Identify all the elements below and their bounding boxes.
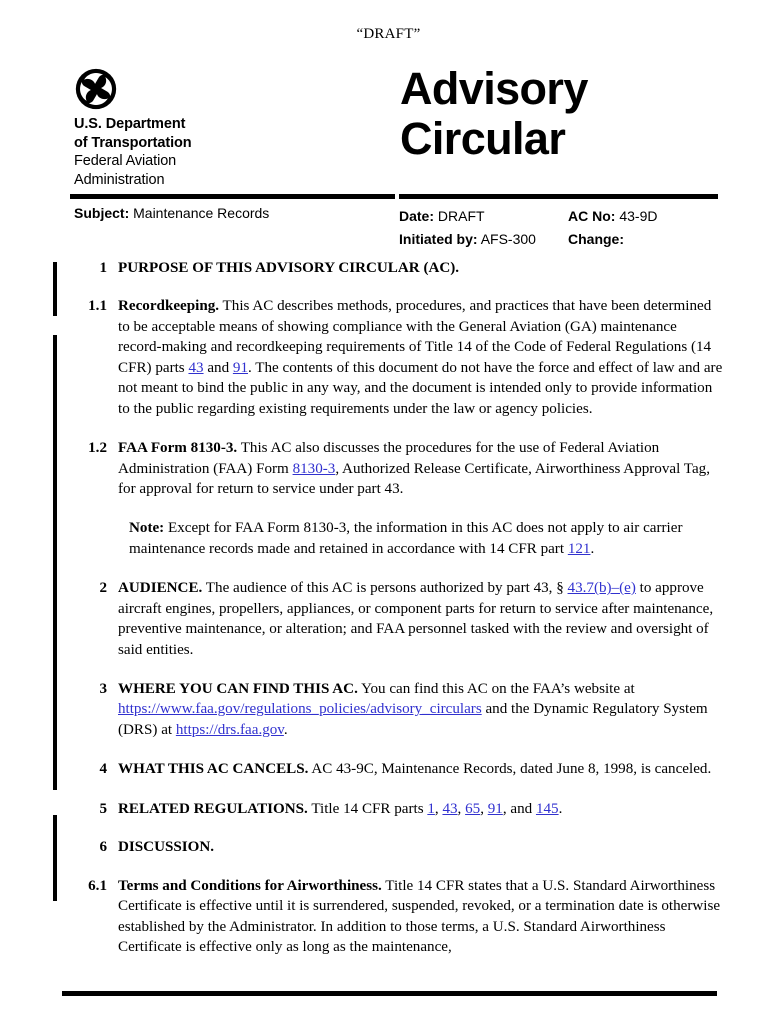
section-1-1-heading: Recordkeeping.: [118, 298, 220, 315]
spacer: [74, 499, 724, 518]
section-1-1: [74, 296, 724, 419]
section-3-number: 3: [99, 681, 107, 697]
section-5: [74, 799, 724, 819]
section-1-1-text-a: This AC describes methods, procedures, and practices that have been determined to be acceptable means of showing compliance with the General Aviation (GA) maintenance record-making and recordkeeping requirements of Title 14 of the Code of Federal Regulations (14 CFR) parts: [118, 298, 712, 376]
link-part-121[interactable]: 121: [567, 540, 591, 557]
spacer: [74, 419, 724, 438]
section-6-content: [118, 837, 724, 857]
section-4-number: 4: [99, 761, 107, 778]
section-5-text-d: ,: [480, 800, 488, 817]
section-4: [74, 759, 724, 779]
ac-number-value: 43-9D: [619, 208, 658, 224]
document-body: [74, 258, 724, 957]
date-label: Date:: [399, 208, 435, 224]
spacer: [74, 278, 724, 296]
section-2: [74, 578, 724, 660]
section-1-1-text-c: . The contents of this document do not have the force and effect of law and are not meant to bind the public in any way, and the document is intended only to provide information to the public regarding existing requirements under the law or agency policies.: [118, 359, 723, 417]
initiated-by-value: AFS-300: [480, 230, 536, 247]
section-6-1-heading: Terms and Conditions for Airworthiness.: [118, 877, 382, 894]
link-drs-faa-gov[interactable]: https://drs.faa.gov: [175, 721, 284, 738]
header-rule-left-segment: [70, 194, 395, 199]
section-1-content: [118, 258, 724, 278]
agency-block: [74, 68, 374, 189]
section-2-content: [118, 578, 724, 660]
section-6-1-number: 6.1: [88, 877, 107, 894]
link-part-1[interactable]: 1: [427, 800, 435, 817]
change-bar: [53, 815, 57, 901]
header-rule-right-segment: [399, 194, 718, 199]
document-metadata-bar: [74, 205, 724, 251]
date-field: [399, 205, 564, 228]
section-1-number: 1: [99, 260, 107, 276]
section-6-1: [74, 876, 724, 958]
doc-type-line-1: Advisory: [400, 63, 588, 114]
subject-label: Subject:: [74, 205, 130, 221]
section-6-number: 6: [99, 839, 107, 856]
section-5-text-f: .: [558, 800, 563, 817]
ac-number-field: [568, 205, 657, 228]
section-2-number: 2: [99, 580, 107, 597]
section-1-2: [74, 438, 724, 499]
spacer: [74, 660, 724, 679]
link-part-91[interactable]: 91: [487, 800, 503, 817]
footer-rule: [62, 991, 717, 996]
section-5-text-a: Title 14 CFR parts: [307, 800, 428, 817]
section-3-text-a: You can find this AC on the FAA’s website at: [357, 681, 635, 697]
document-type-title: [400, 64, 714, 165]
dot-triskelion-seal-icon: [74, 68, 374, 110]
agency-line-3: Federal Aviation: [74, 153, 177, 170]
section-1-heading: PURPOSE OF THIS ADVISORY CIRCULAR (AC).: [118, 260, 460, 276]
change-bar: [53, 335, 57, 790]
subject-field: [74, 205, 269, 221]
date-value: DRAFT: [437, 208, 485, 224]
agency-line-4: Administration: [74, 171, 165, 188]
spacer: [74, 740, 724, 759]
section-1-2-number: 1.2: [88, 440, 107, 457]
section-6-1-content: [118, 876, 724, 958]
link-part-43[interactable]: 43: [442, 800, 458, 817]
section-1-2-content: [118, 438, 724, 499]
link-faa-advisory-circulars[interactable]: https://www.faa.gov/regulations_policies/advisory_circulars: [118, 701, 482, 718]
note-block: [129, 518, 724, 559]
spacer: [74, 858, 724, 876]
section-1-1-text-b: and: [203, 359, 233, 376]
link-part-145[interactable]: 145: [535, 800, 559, 817]
spacer: [74, 819, 724, 837]
initiated-by-field: [399, 228, 564, 251]
section-6: [74, 837, 724, 857]
section-5-content: [118, 799, 724, 819]
section-6-heading: DISCUSSION.: [118, 839, 215, 856]
note-text-a: Except for FAA Form 8130-3, the information in this AC does not apply to air carrier maintenance records made and retained in accordance with 14 CFR part: [129, 520, 683, 557]
ac-number-label: AC No:: [568, 208, 616, 224]
section-3-content: [118, 679, 724, 740]
section-3-text-c: .: [283, 721, 288, 738]
change-bar: [53, 262, 57, 316]
link-43-7-b-e[interactable]: 43.7(b)–(e): [567, 580, 636, 597]
agency-line-2: of Transportation: [74, 134, 192, 151]
link-part-65[interactable]: 65: [465, 800, 481, 817]
spacer: [74, 780, 724, 799]
section-2-heading: AUDIENCE.: [118, 580, 203, 597]
link-part-43[interactable]: 43: [188, 359, 204, 376]
section-5-number: 5: [99, 800, 107, 817]
agency-department-name: [74, 115, 374, 152]
note-text-b: .: [590, 540, 595, 557]
section-1: [74, 258, 724, 278]
draft-marker: “DRAFT”: [356, 26, 421, 42]
metadata-column-ac-no: [568, 205, 657, 250]
section-4-heading: WHAT THIS AC CANCELS.: [118, 761, 309, 778]
section-3-text-b: and the Dynamic Regulatory System (DRS) at: [118, 701, 708, 738]
masthead: [74, 63, 714, 188]
agency-line-1: U.S. Department: [74, 116, 186, 132]
section-5-heading: RELATED REGULATIONS.: [118, 800, 308, 817]
change-field: [568, 228, 657, 251]
spacer: [74, 559, 724, 578]
section-6-1-text-a: Title 14 CFR states that a U.S. Standard Airworthiness Certificate is effective until it is surrendered, suspended, revoked, or a termination date is otherwise established by the Administrator. In addition to those terms, a U.S. Standard Airworthiness Certificate is effective only as long as the maintenance,: [118, 877, 721, 955]
section-1-1-content: [118, 296, 724, 419]
section-4-text-a: AC 43-9C, Maintenance Records, dated June 8, 1998, is canceled.: [308, 761, 712, 778]
section-3: [74, 679, 724, 740]
agency-administration-name: [74, 152, 374, 189]
note-label: Note:: [129, 520, 165, 537]
change-label: Change:: [568, 230, 624, 247]
section-3-heading: WHERE YOU CAN FIND THIS AC.: [118, 681, 358, 697]
section-1-2-heading: FAA Form 8130-3.: [118, 440, 238, 457]
section-2-text-a: The audience of this AC is persons authorized by part 43, §: [202, 580, 568, 597]
section-5-text-b: ,: [434, 800, 443, 817]
header-rule: [70, 194, 718, 199]
doc-type-line-2: Circular: [400, 113, 566, 165]
link-part-91[interactable]: 91: [232, 359, 248, 376]
link-form-8130-3[interactable]: 8130-3: [292, 460, 336, 477]
section-1-1-number: 1.1: [88, 298, 107, 315]
section-2-text-b: to approve aircraft engines, propellers, appliances, or component parts for return to service after maintenance, preventive maintenance, or alteration; and FAA personnel tasked with the review and oversight of said entities.: [118, 580, 714, 658]
section-1-2-text-a: This AC also discusses the procedures for the use of Federal Aviation Administration (FAA) Form: [118, 440, 660, 477]
section-4-content: [118, 759, 724, 779]
initiated-by-label: Initiated by:: [399, 230, 478, 247]
metadata-column-date: [399, 205, 564, 250]
section-5-text-c: ,: [457, 800, 466, 817]
section-1-2-text-b: , Authorized Release Certificate, Airworthiness Approval Tag, for approval for return to service under part 43.: [118, 460, 710, 497]
section-5-text-e: , and: [502, 800, 536, 817]
subject-value: Maintenance Records: [133, 205, 270, 221]
